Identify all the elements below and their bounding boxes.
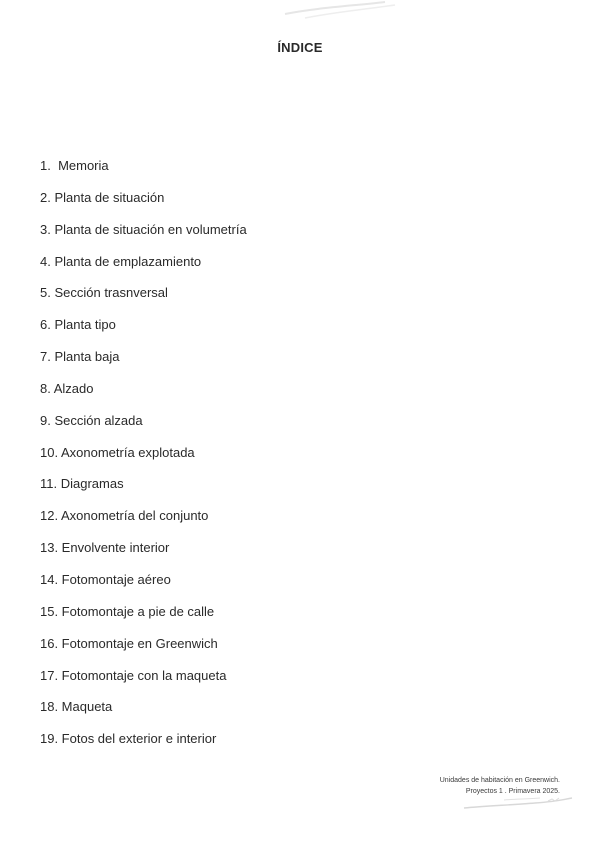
toc-item[interactable]: 13. Envolvente interior (40, 540, 170, 556)
toc-item[interactable]: 14. Fotomontaje aéreo (40, 571, 171, 587)
signature-scribble (460, 794, 575, 812)
toc-item[interactable]: 17. Fotomontaje con la maqueta (40, 667, 227, 683)
toc-item[interactable]: 6. Planta tipo (40, 317, 116, 333)
toc-item[interactable]: 7. Planta baja (40, 349, 120, 365)
footer-course-line: Proyectos 1 . Primavera 2025. (465, 787, 560, 795)
toc-item[interactable]: 2. Planta de situación (40, 189, 165, 205)
toc-item[interactable]: 11. Diagramas (40, 476, 124, 492)
toc-item[interactable]: 9. Sección alzada (40, 412, 143, 428)
toc-item[interactable]: 18. Maqueta (40, 699, 113, 715)
toc-item[interactable]: 1. Memoria (40, 158, 109, 173)
toc-item[interactable]: 10. Axonometría explotada (40, 444, 195, 460)
footer-project-line: Unidades de habitación en Greenwich. (439, 777, 560, 784)
toc-item[interactable]: 5. Sección trasnversal (40, 285, 168, 301)
toc-item[interactable]: 8. Alzado (40, 380, 94, 396)
toc-item[interactable]: 12. Axonometría del conjunto (40, 508, 209, 524)
scan-smudge (255, 0, 405, 22)
toc-item[interactable]: 4. Planta de emplazamiento (40, 253, 202, 269)
toc-item[interactable]: 19. Fotos del exterior e interior (40, 731, 217, 747)
toc-item[interactable]: 16. Fotomontaje en Greenwich (40, 635, 218, 651)
toc-item[interactable]: 3. Planta de situación en volumetría (40, 221, 247, 237)
table-of-contents (40, 156, 247, 761)
toc-item[interactable]: 15. Fotomontaje a pie de calle (40, 603, 215, 619)
page-title: ÍNDICE (277, 40, 323, 55)
